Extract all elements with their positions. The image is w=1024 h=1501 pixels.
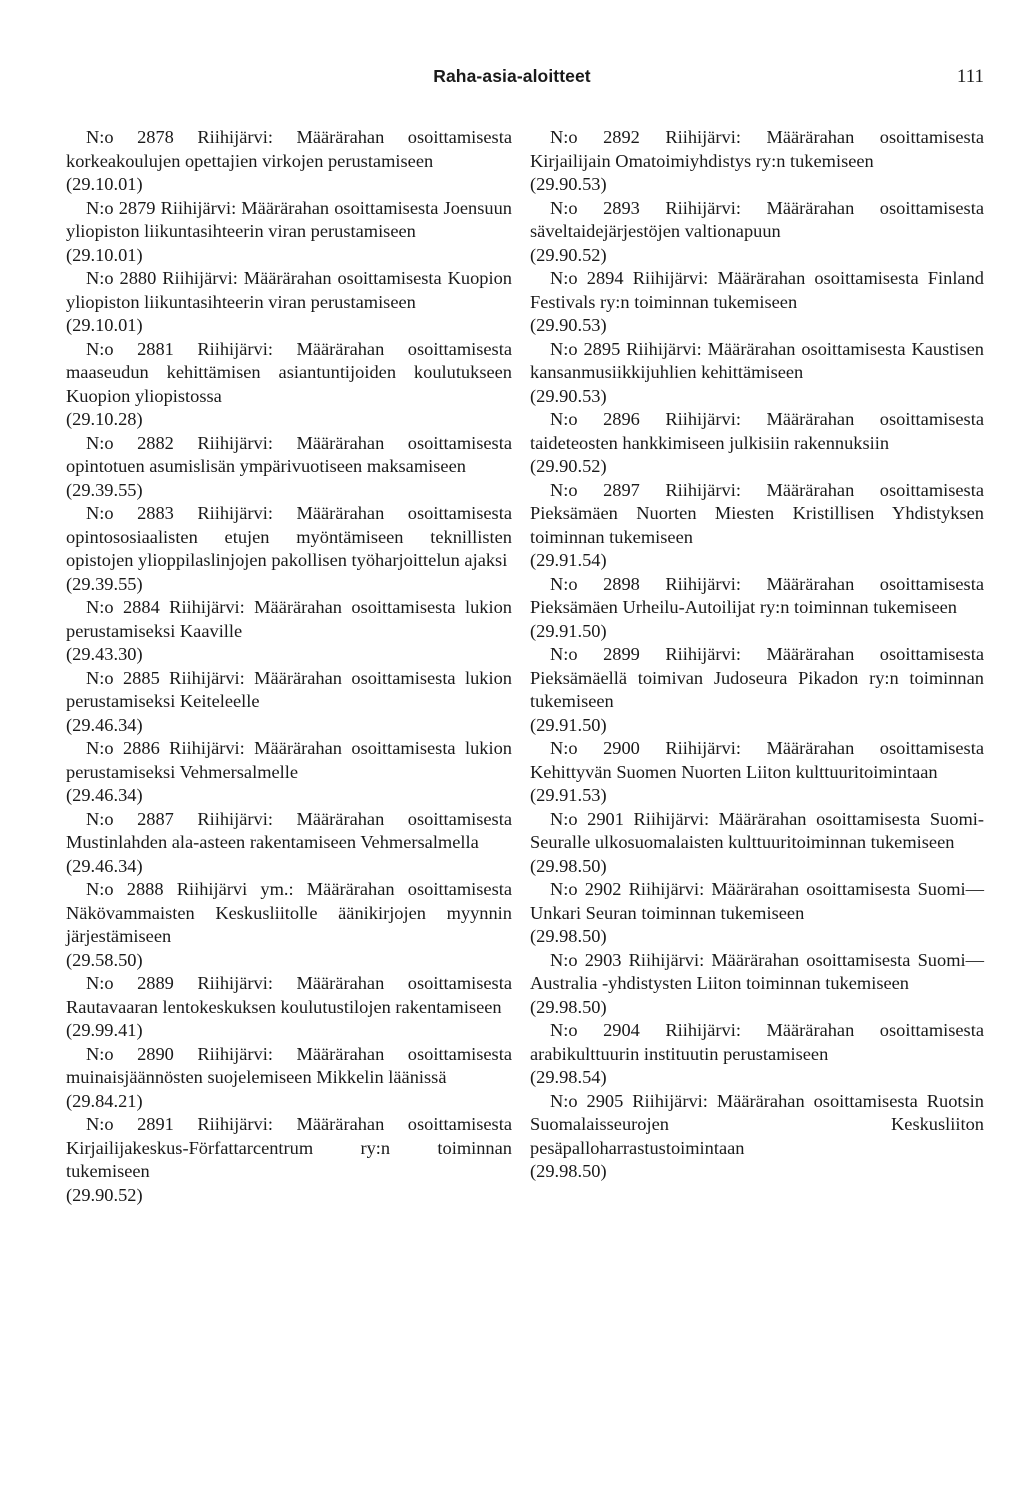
budget-item-ref: (29.98.50): [530, 1161, 607, 1181]
entry-text: N:o 2905 Riihijärvi: Määrärahan osoittamisesta Ruotsin Suomalaisseurojen Keskusliiton pesäpalloharrastustoimintaan: [530, 1090, 984, 1158]
motion-entry: [530, 808, 984, 879]
budget-item-ref: (29.91.54): [530, 550, 607, 570]
motion-entry: [66, 878, 512, 972]
left-column: [66, 126, 512, 1207]
budget-item-ref: (29.90.52): [66, 1184, 143, 1205]
entry-text: N:o 2902 Riihijärvi: Määrärahan osoittamisesta Suomi—Unkari Seuran toiminnan tukemiseen: [530, 879, 984, 923]
entry-text: N:o 2904 Riihijärvi: Määrärahan osoittamisesta arabikulttuurin instituutin perustamiseen: [530, 1020, 984, 1064]
entry-text: N:o 2881 Riihijärvi: Määrärahan osoittamisesta maaseudun kehittämisen asiantuntijoiden koulutukseen Kuopion yliopistossa: [66, 338, 512, 406]
motion-entry: [530, 737, 984, 808]
entry-text: N:o 2889 Riihijärvi: Määrärahan osoittamisesta Rautavaaran lentokeskuksen koulutustilojen rakentamiseen: [66, 973, 512, 1017]
motion-entry: [66, 126, 512, 197]
entry-text: N:o 2896 Riihijärvi: Määrärahan osoittamisesta taideteosten hankkimiseen julkisiin rakennuksiin: [530, 409, 984, 453]
motion-entry: [530, 1019, 984, 1090]
budget-item-ref: (29.91.50): [530, 620, 607, 641]
entry-text: N:o 2893 Riihijärvi: Määrärahan osoittamisesta säveltaidejärjestöjen valtionapuun: [530, 197, 984, 241]
budget-item-ref: (29.98.54): [530, 1067, 607, 1087]
entry-text: N:o 2885 Riihijärvi: Määrärahan osoittamisesta lukion perustamiseksi Keiteleelle: [66, 667, 512, 711]
budget-item-ref: (29.90.53): [530, 174, 607, 194]
right-column: [530, 126, 984, 1184]
budget-item-ref: (29.90.52): [530, 456, 607, 476]
budget-item-ref: (29.58.50): [66, 949, 143, 970]
motion-entry: [66, 972, 512, 1043]
motion-entry: [66, 808, 512, 879]
entry-text: N:o 2886 Riihijärvi: Määrärahan osoittamisesta lukion perustamiseksi Vehmersalmelle: [66, 738, 512, 782]
motion-entry: [66, 596, 512, 667]
motion-entry: [530, 643, 984, 737]
budget-item-ref: (29.91.53): [530, 785, 607, 805]
budget-item-ref: (29.10.28): [66, 409, 143, 429]
page-number: 111: [956, 66, 984, 87]
entry-text: N:o 2897 Riihijärvi: Määrärahan osoittamisesta Pieksämäen Nuorten Miesten Kristillisen Yhdistyksen toiminnan tukemiseen: [530, 479, 984, 547]
motion-entry: [66, 502, 512, 596]
entry-text: N:o 2903 Riihijärvi: Määrärahan osoittamisesta Suomi—Australia -yhdistysten Liiton toiminnan tukemiseen: [530, 949, 984, 993]
motion-entry: [66, 1113, 512, 1207]
page-header: [0, 66, 1024, 90]
budget-item-ref: (29.46.34): [66, 714, 143, 735]
motion-entry: [66, 667, 512, 738]
budget-item-ref: (29.39.55): [66, 573, 143, 594]
entry-text: N:o 2887 Riihijärvi: Määrärahan osoittamisesta Mustinlahden ala-asteen rakentamiseen Vehmersalmella: [66, 808, 512, 852]
motion-entry: [530, 573, 984, 644]
entry-text: N:o 2878 Riihijärvi: Määrärahan osoittamisesta korkeakoulujen opettajien virkojen perustamiseen: [66, 127, 512, 171]
budget-item-ref: (29.46.34): [66, 785, 143, 805]
budget-item-ref: (29.84.21): [66, 1090, 143, 1111]
entry-text: N:o 2879 Riihijärvi: Määrärahan osoittamisesta Joensuun yliopiston liikuntasihteerin viran perustamiseen: [66, 197, 512, 241]
running-head: Raha-asia-aloitteet: [433, 66, 591, 86]
budget-item-ref: (29.10.01): [66, 244, 143, 265]
budget-item-ref: (29.91.50): [530, 714, 607, 735]
entry-text: N:o 2890 Riihijärvi: Määrärahan osoittamisesta muinaisjäännösten suojelemiseen Mikkelin läänissä: [66, 1043, 512, 1087]
budget-item-ref: (29.90.53): [530, 315, 607, 335]
entry-text: N:o 2884 Riihijärvi: Määrärahan osoittamisesta lukion perustamiseksi Kaaville: [66, 597, 512, 641]
entry-text: N:o 2900 Riihijärvi: Määrärahan osoittamisesta Kehittyvän Suomen Nuorten Liiton kulttuuritoimintaan: [530, 738, 984, 782]
motion-entry: [530, 197, 984, 268]
entry-text: N:o 2898 Riihijärvi: Määrärahan osoittamisesta Pieksämäen Urheilu-Autoilijat ry:n toiminnan tukemiseen: [530, 573, 984, 617]
motion-entry: [530, 126, 984, 197]
budget-item-ref: (29.10.01): [66, 174, 143, 194]
budget-item-ref: (29.99.41): [66, 1020, 143, 1040]
motion-entry: [530, 878, 984, 949]
budget-item-ref: (29.90.52): [530, 244, 607, 265]
motion-entry: [530, 267, 984, 338]
entry-text: N:o 2894 Riihijärvi: Määrärahan osoittamisesta Finland Festivals ry:n toiminnan tukemiseen: [530, 268, 984, 312]
budget-item-ref: (29.10.01): [66, 315, 143, 335]
budget-item-ref: (29.98.50): [530, 926, 607, 946]
entry-text: N:o 2892 Riihijärvi: Määrärahan osoittamisesta Kirjailijain Omatoimiyhdistys ry:n tukemiseen: [530, 127, 984, 171]
motion-entry: [530, 408, 984, 479]
budget-item-ref: (29.39.55): [66, 479, 143, 500]
motion-entry: [66, 1043, 512, 1114]
entry-text: N:o 2899 Riihijärvi: Määrärahan osoittamisesta Pieksämäellä toimivan Judoseura Pikadon ry:n toiminnan tukemiseen: [530, 644, 984, 711]
entry-text: N:o 2888 Riihijärvi ym.: Määrärahan osoittamisesta Näkövammaisten Keskusliitolle äänikirjojen myynnin järjestämiseen: [66, 879, 512, 946]
budget-item-ref: (29.46.34): [66, 855, 143, 876]
motion-entry: [530, 338, 984, 409]
motion-entry: [530, 949, 984, 1020]
motion-entry: [530, 479, 984, 573]
entry-text: N:o 2901 Riihijärvi: Määrärahan osoittamisesta Suomi-Seuralle ulkosuomalaisten kulttuuritoiminnan tukemiseen: [530, 808, 984, 852]
motion-entry: [530, 1090, 984, 1184]
motion-entry: [66, 267, 512, 338]
entry-text: N:o 2883 Riihijärvi: Määrärahan osoittamisesta opintososiaalisten etujen myöntämiseen teknillisten opistojen ylioppilaslinjojen pakollisen työharjoittelun ajaksi: [66, 503, 512, 570]
motion-entry: [66, 197, 512, 268]
motion-entry: [66, 338, 512, 432]
budget-item-ref: (29.98.50): [530, 855, 607, 876]
budget-item-ref: (29.90.53): [530, 385, 607, 406]
budget-item-ref: (29.98.50): [530, 996, 607, 1017]
entry-text: N:o 2891 Riihijärvi: Määrärahan osoittamisesta Kirjailijakeskus-Författarcentrum ry:n toiminnan tukemiseen: [66, 1114, 512, 1181]
entry-text: N:o 2895 Riihijärvi: Määrärahan osoittamisesta Kaustisen kansanmusiikkijuhlien kehittämiseen: [530, 338, 984, 382]
budget-item-ref: (29.43.30): [66, 644, 143, 664]
entry-text: N:o 2882 Riihijärvi: Määrärahan osoittamisesta opintotuen asumislisän ympärivuotiseen maksamiseen: [66, 432, 512, 476]
motion-entry: [66, 432, 512, 503]
motion-entry: [66, 737, 512, 808]
entry-text: N:o 2880 Riihijärvi: Määrärahan osoittamisesta Kuopion yliopiston liikuntasihteerin viran perustamiseen: [66, 268, 512, 312]
